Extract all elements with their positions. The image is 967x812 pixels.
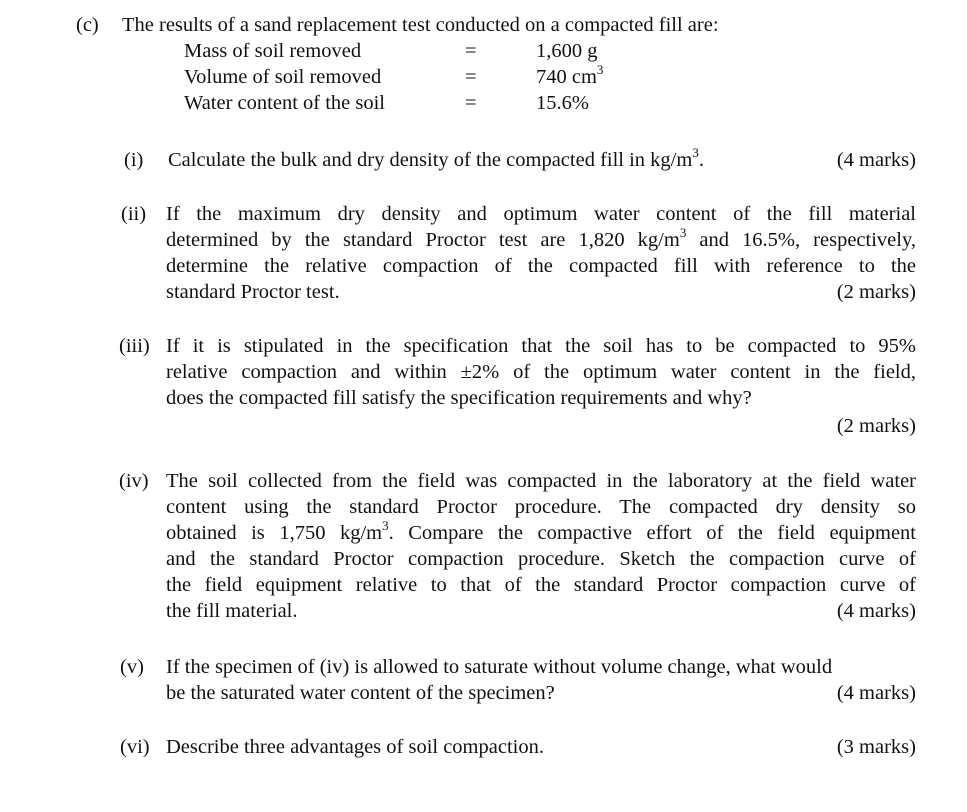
question-text-line: relative compaction and within ±2% of the optimum water content in the field,: [166, 361, 916, 383]
question-text-line: standard Proctor test.: [166, 281, 340, 303]
question-marks: (4 marks): [836, 149, 916, 171]
question-text-line: and the standard Proctor compaction procedure. Sketch the compaction curve of: [166, 548, 916, 570]
question-number: (i): [124, 149, 144, 171]
question-marks: (3 marks): [836, 736, 916, 758]
question-text-line: content using the standard Proctor procedure. The compacted dry density so: [166, 496, 916, 518]
question-text-line: Describe three advantages of soil compaction.: [166, 736, 544, 758]
superscript: 3: [596, 62, 604, 78]
question-number: (iv): [119, 470, 149, 492]
question-marks: (4 marks): [836, 682, 916, 704]
data-row-name: Mass of soil removed: [184, 40, 362, 62]
data-row-value: 740 $cm^3$: [536, 62, 604, 88]
question-marks: (2 marks): [836, 415, 916, 437]
data-row-equals: =: [465, 92, 477, 114]
part-label: (c): [76, 14, 99, 36]
question-text-line: the fill material.: [166, 600, 298, 622]
question-text-line: obtained is 1,750 $kg/m^3$. Compare the compactive effort of the field equipment: [166, 518, 916, 544]
question-text-line: does the compacted fill satisfy the specification requirements and why?: [166, 387, 752, 409]
question-text-line: be the saturated water content of the specimen?: [166, 682, 555, 704]
question-text-line: determine the relative compaction of the compacted fill with reference to the: [166, 255, 916, 277]
data-row-equals: =: [465, 40, 477, 62]
question-text-line: the field equipment relative to that of the standard Proctor compaction curve of: [166, 574, 916, 596]
question-marks: (2 marks): [836, 281, 916, 303]
question-text-line: If the maximum dry density and optimum water content of the fill material: [166, 203, 916, 225]
question-number: (v): [120, 656, 144, 678]
part-intro: The results of a sand replacement test conducted on a compacted fill are:: [122, 14, 719, 36]
question-number: (vi): [120, 736, 150, 758]
question-number: (iii): [119, 335, 150, 357]
question-text-line: determined by the standard Proctor test are 1,820 $kg/m^3$ and 16.5%, respectively,: [166, 225, 917, 251]
question-text-line: The soil collected from the field was compacted in the laboratory at the field water: [166, 470, 916, 492]
superscript: 3: [679, 225, 687, 241]
data-row-value: 15.6%: [536, 92, 589, 114]
question-text-line: If the specimen of (iv) is allowed to saturate without volume change, what would: [166, 656, 833, 678]
data-row-value: 1,600 g: [536, 40, 598, 62]
data-row-equals: =: [465, 66, 477, 88]
question-text-line: If it is stipulated in the specification that the soil has to be compacted to 95%: [166, 335, 916, 357]
data-row-name: Volume of soil removed: [184, 66, 382, 88]
data-row-name: Water content of the soil: [184, 92, 386, 114]
superscript: 3: [382, 518, 389, 534]
question-marks: (4 marks): [836, 600, 916, 622]
question-text-line: Calculate the bulk and dry density of the compacted fill in $kg/m^3$.: [168, 145, 704, 171]
superscript: 3: [692, 145, 699, 161]
question-number: (ii): [121, 203, 147, 225]
